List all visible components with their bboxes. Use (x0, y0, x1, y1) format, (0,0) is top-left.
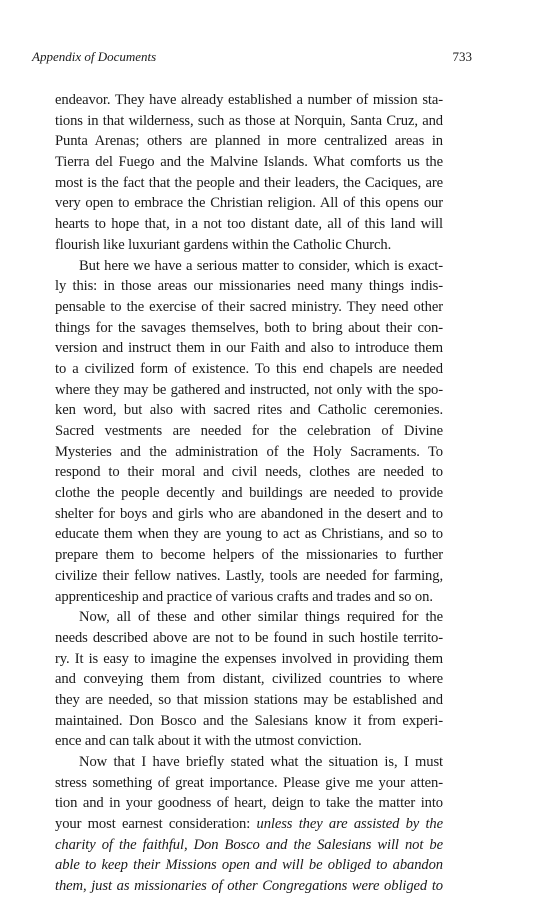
text-line: flourish like luxuriant gardens within the Catholic Church. (55, 236, 392, 253)
text-line-mixed (55, 814, 443, 835)
text-line: Now, all of these and other similar things required for the (79, 609, 443, 626)
text-line: Tierra del Fuego and the Malvine Islands. What comforts us the (55, 154, 443, 171)
text-line: tion and in your goodness of heart, deign to take the matter into (55, 795, 443, 812)
text-line: needs described above are not to be found in such hostile territo- (55, 629, 443, 646)
text-line: to a civilized form of existence. To this end chapels are needed (55, 360, 443, 377)
text-line: maintained. Don Bosco and the Salesians know it from experi- (55, 712, 443, 729)
text-line: and conveying them from distant, civilized countries to where (55, 671, 443, 688)
text-line: charity of the faithful, Don Bosco and the Salesians will not be (55, 836, 443, 853)
text-line: Punta Arenas; others are planned in more centralized areas in (55, 133, 443, 150)
text-line: respond to their moral and civil needs, clothes are needed to (55, 464, 443, 481)
text-line: ence and can talk about it with the utmost conviction. (55, 733, 362, 750)
text-line: Sacred vestments are needed for the celebration of Divine (55, 423, 443, 439)
text-line: ly this: in those areas our missionaries need many things indis- (55, 278, 443, 295)
text-line: able to keep their Missions open and will be obliged to abandon (55, 857, 443, 874)
text-line: ry. It is easy to imagine the expenses involved in providing them (55, 650, 443, 667)
running-head (32, 49, 472, 69)
text-line: endeavor. They have already established a number of mission sta- (55, 92, 443, 108)
page-number: 733 (452, 49, 472, 64)
text-line: ken word, but also with sacred rites and Catholic ceremonies. (55, 402, 443, 419)
text-line: most is the fact that the people and their leaders, the Caciques, are (55, 174, 443, 191)
text-segment: your most earnest consideration: (55, 816, 257, 833)
text-line: Mysteries and the administration of the Holy Sacraments. To (55, 443, 443, 460)
text-line: hearts to hope that, in a not too distant date, all of this land will (55, 216, 443, 233)
text-line: stress something of great importance. Please give me your atten- (55, 774, 443, 791)
text-line: prepare them to become helpers of the missionaries to further (55, 547, 443, 564)
text-line: Now that I have briefly stated what the situation is, I must (79, 754, 443, 770)
text-line: them, just as missionaries of other Congregations were obliged to (55, 878, 443, 895)
text-line: shelter for boys and girls who are abandoned in the desert and to (55, 505, 443, 522)
body-text (55, 90, 443, 897)
text-line: clothe the people decently and buildings are needed to provide (55, 485, 443, 502)
text-line: apprenticeship and practice of various crafts and trades and so on. (55, 588, 433, 605)
text-line: where they may be gathered and instructed, not only with the spo- (55, 381, 443, 398)
text-line: very open to embrace the Christian religion. All of this opens our (55, 195, 443, 212)
text-line: civilize their fellow natives. Lastly, tools are needed for farming, (55, 567, 443, 584)
italic-text-segment: unless they are assisted by the (256, 816, 443, 833)
text-line: educate them when they are young to act as Christians, and so to (55, 526, 443, 543)
text-line: pensable to the exercise of their sacred ministry. They need other (55, 298, 443, 315)
text-line: tions in that wilderness, such as those at Norquin, Santa Cruz, and (55, 112, 443, 129)
text-line: they are needed, so that mission stations may be established and (55, 691, 443, 708)
text-line: But here we have a serious matter to consider, which is exact- (79, 257, 443, 274)
running-title: Appendix of Documents (32, 49, 157, 64)
text-line: version and instruct them in our Faith and also to introduce them (55, 340, 443, 357)
text-line: things for the savages themselves, both to bring about their con- (55, 319, 443, 336)
